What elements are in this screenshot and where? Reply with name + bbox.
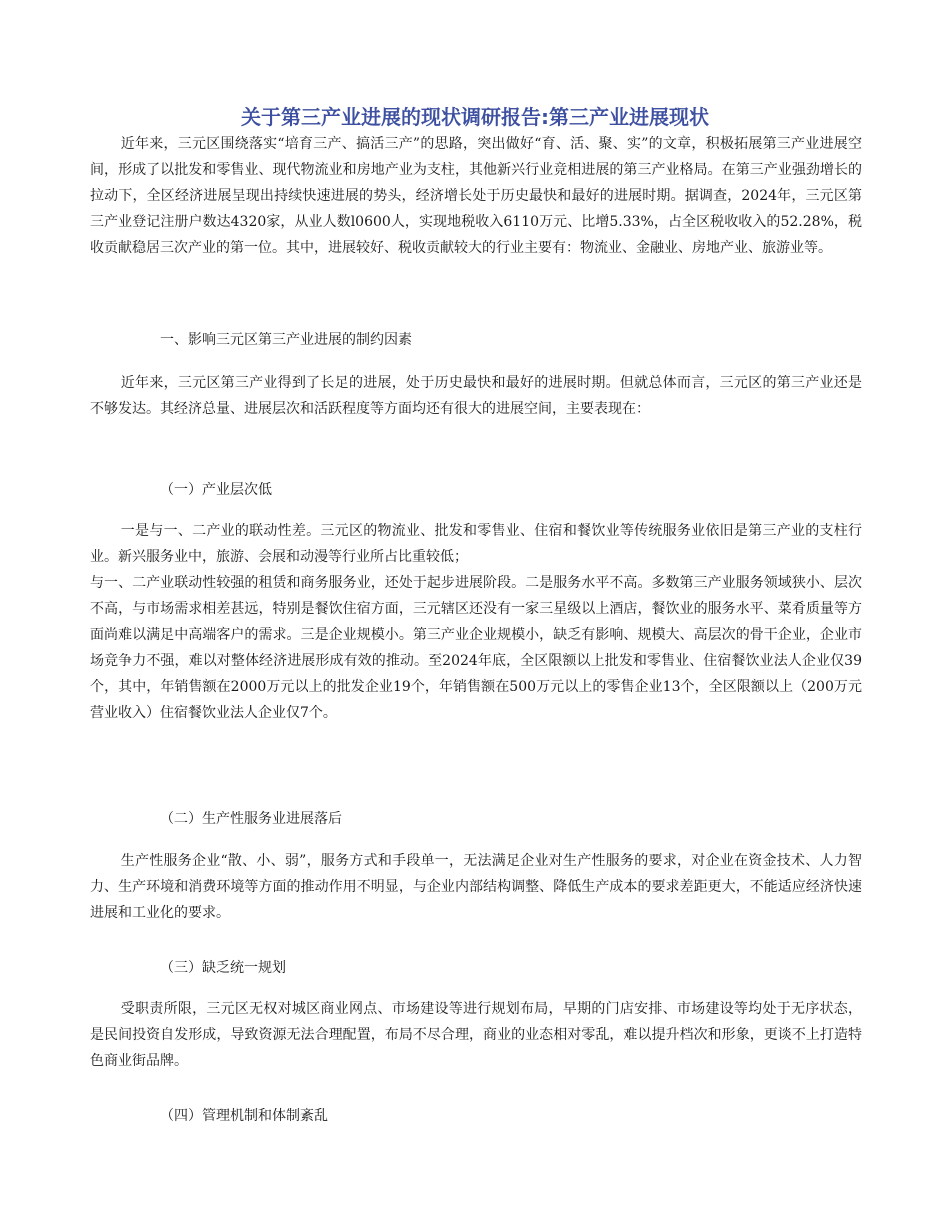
subsection-1-paragraph-1: 一是与一、二产业的联动性差。三元区的物流业、批发和零售业、住宿和餐饮业等传统服务业依旧是第三产业的支柱行业。新兴服务业中，旅游、会展和动漫等行业所占比重较低；	[90, 523, 862, 565]
subsection-heading-3: （三）缺乏统一规划	[160, 960, 286, 976]
subsection-3-paragraph: 受职责所限，三元区无权对城区商业网点、市场建设等进行规划布局，早期的门店安排、市场建设等均处于无序状态，是民间投资自发形成，导致资源无法合理配置，布局不尽合理，商业的业态相对零乱，难以提升档次和形象，更谈不上打造特色商业街品牌。	[90, 1001, 862, 1069]
subsection-heading-2: （二）生产性服务业进展落后	[160, 811, 342, 827]
section-1-intro-paragraph: 近年来，三元区第三产业得到了长足的进展，处于历史最快和最好的进展时期。但就总体而言，三元区的第三产业还是不够发达。其经济总量、进展层次和活跃程度等方面均还有很大的进展空间，主要表现在：	[90, 375, 862, 417]
section-heading-1: 一、影响三元区第三产业进展的制约因素	[160, 332, 412, 348]
subsection-heading-4: （四）管理机制和体制紊乱	[160, 1108, 328, 1124]
intro-paragraph: 近年来，三元区围绕落实“培育三产、搞活三产”的思路，突出做好“育、活、聚、实”的文章，积极拓展第三产业进展空间，形成了以批发和零售业、现代物流业和房地产业为支柱，其他新兴行业竞相进展的第三产业格局。在第三产业强劲增长的拉动下，全区经济进展呈现出持续快速进展的势头，经济增长处于历史最快和最好的进展时期。据调查，2024年，三元区第三产业登记注册户数达4320家，从业人数l0600人，实现地税收入6110万元、比增5.33%，占全区税收收入的52.28%，税收贡献稳居三次产业的第一位。其中，进展较好、税收贡献较大的行业主要有：物流业、金融业、房地产业、旅游业等。	[90, 136, 862, 256]
document-title: 关于第三产业进展的现状调研报告:第三产业进展现状	[241, 105, 709, 129]
subsection-1-paragraph-2: 与一、二产业联动性较强的租赁和商务服务业，还处于起步进展阶段。二是服务水平不高。多数第三产业服务领域狭小、层次不高，与市场需求相差甚远，特别是餐饮住宿方面，三元辖区还没有一家三星级以上酒店，餐饮业的服务水平、菜肴质量等方面尚难以满足中高端客户的需求。三是企业规模小。第三产业企业规模小，缺乏有影响、规模大、高层次的骨干企业，企业市场竞争力不强，难以对整体经济进展形成有效的推动。至2024年底，全区限额以上批发和零售业、住宿餐饮业法人企业仅39个，其中，年销售额在2000万元以上的批发企业19个，年销售额在500万元以上的零售企业13个，全区限额以上（200万元营业收入）住宿餐饮业法人企业仅7个。	[90, 575, 862, 721]
subsection-heading-1: （一）产业层次低	[160, 482, 272, 498]
subsection-2-paragraph: 生产性服务企业“散、小、弱”，服务方式和手段单一，无法满足企业对生产性服务的要求，对企业在资金技术、人力智力、生产环境和消费环境等方面的推动作用不明显，与企业内部结构调整、降低生产成本的要求差距更大，不能适应经济快速进展和工业化的要求。	[90, 853, 862, 921]
